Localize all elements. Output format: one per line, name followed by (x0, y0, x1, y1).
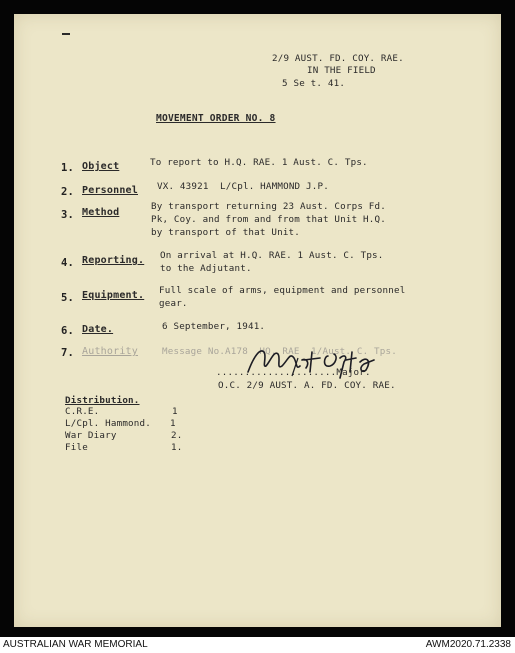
item-text: gear. (159, 298, 188, 309)
item-number: 3. (61, 209, 75, 221)
header-date: 5 Se t. 41. (282, 78, 346, 89)
document-title: MOVEMENT ORDER NO. 8 (156, 113, 276, 124)
item-text: 6 September, 1941. (162, 321, 266, 332)
distribution-count: 1 (172, 406, 178, 417)
item-number: 2. (61, 186, 75, 198)
header-location: IN THE FIELD (307, 65, 376, 76)
distribution-count: 2. (171, 430, 183, 441)
distribution-name: C.R.E. (65, 406, 100, 417)
item-label-equipment: Equipment. (82, 290, 145, 301)
signature-line: .....................Major. (216, 367, 371, 378)
item-label-reporting: Reporting. (82, 255, 145, 266)
item-number: 6. (61, 325, 75, 337)
item-number: 7. (61, 347, 75, 359)
header-unit: 2/9 AUST. FD. COY. RAE. (272, 53, 404, 64)
item-text: Message No.A178 HQ. RAE 1/Aust. C. Tps. (162, 346, 397, 357)
item-text: Pk, Coy. and from and from that Unit H.Q. (151, 214, 386, 225)
item-label-date: Date. (82, 324, 114, 335)
item-text: By transport returning 23 Aust. Corps Fd. (151, 201, 386, 212)
distribution-count: 1 (170, 418, 176, 429)
item-number: 4. (61, 257, 75, 269)
item-text: VX. 43921 L/Cpl. HAMMOND J.P. (157, 181, 329, 192)
item-text: On arrival at H.Q. RAE. 1 Aust. C. Tps. (160, 250, 384, 261)
distribution-name: File (65, 442, 88, 453)
item-text: by transport of that Unit. (151, 227, 301, 238)
footer-institution: AUSTRALIAN WAR MEMORIAL (3, 639, 148, 650)
item-label-object: Object (82, 161, 120, 172)
ink-mark (62, 33, 70, 35)
item-text: to the Adjutant. (160, 263, 252, 274)
signature-office: O.C. 2/9 AUST. A. FD. COY. RAE. (218, 380, 396, 391)
distribution-heading: Distribution. (65, 395, 140, 406)
item-number: 5. (61, 292, 75, 304)
archive-footer (0, 637, 515, 653)
item-text: To report to H.Q. RAE. 1 Aust. C. Tps. (150, 157, 368, 168)
distribution-name: War Diary (65, 430, 117, 441)
item-label-personnel: Personnel (82, 185, 138, 196)
item-label-authority: Authority (82, 346, 138, 357)
footer-accession-id: AWM2020.71.2338 (425, 639, 511, 650)
item-label-method: Method (82, 207, 120, 218)
distribution-count: 1. (171, 442, 183, 453)
item-text: Full scale of arms, equipment and personnel (159, 285, 406, 296)
distribution-name: L/Cpl. Hammond. (65, 418, 151, 429)
item-number: 1. (61, 162, 75, 174)
